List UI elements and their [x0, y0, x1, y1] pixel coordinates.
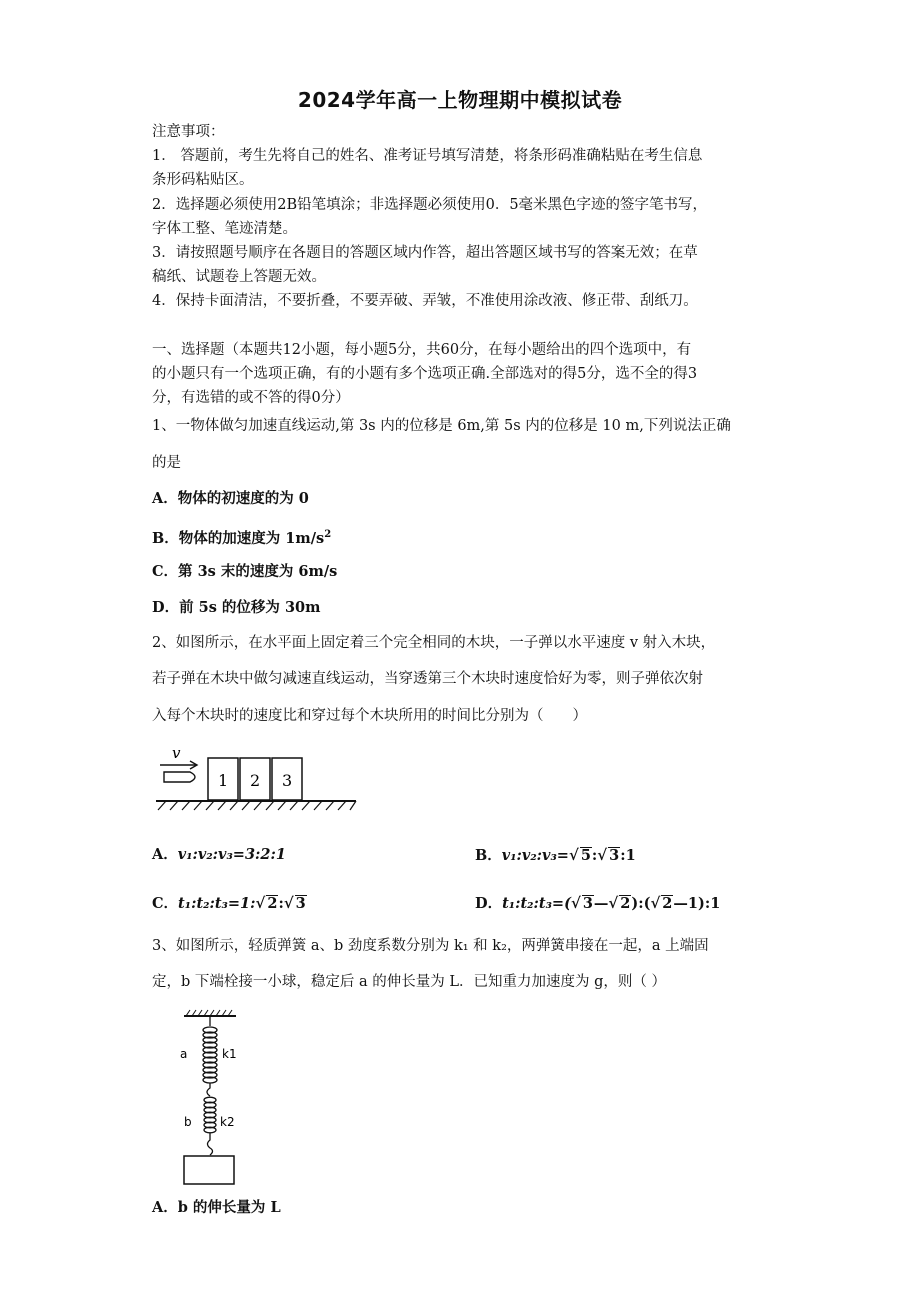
q2-option-d-radicand-3: 2: [662, 895, 673, 912]
sqrt-icon: √: [255, 894, 266, 912]
sqrt-icon: √: [650, 894, 661, 912]
q1-line-2: 的是: [152, 455, 181, 471]
q2-option-a-text: v₁:v₂:v₃=3:2:1: [177, 846, 286, 863]
q2-option-d-mid: —: [593, 895, 609, 912]
q1-option-b: [152, 525, 331, 549]
q1-option-d: D．前 5s 的位移为 30m: [152, 599, 321, 616]
q2-line-1: 2、如图所示，在水平面上固定着三个完全相同的木块，一子弹以水平速度 v 射入木块，: [152, 635, 716, 651]
ground-hatching: [158, 801, 356, 810]
q1-option-b-text: B．物体的加速度为 1m/s: [152, 529, 325, 547]
block-2-label: 2: [250, 771, 261, 790]
block-3-label: 3: [282, 771, 293, 790]
notice-line-6: 稿纸、试题卷上答题无效。: [152, 269, 326, 285]
notice-line-4: 字体工整、笔迹清楚。: [152, 221, 297, 237]
q2-line-3: 入每个木块时的速度比和穿过每个木块所用的时间比分别为（ ）: [152, 708, 587, 724]
q1-option-c: C．第 3s 末的速度为 6m/s: [152, 563, 338, 580]
notice-line-5: 3．请按照题号顺序在各题目的答题区域内作答，超出答题区域书写的答案无效；在草: [152, 245, 698, 261]
q1-line-1: 1、一物体做匀加速直线运动,第 3s 内的位移是 6m,第 5s 内的位移是 10 m,下列说法正确: [152, 418, 731, 434]
sqrt-icon: √: [568, 846, 579, 864]
sqrt-icon: √: [570, 894, 581, 912]
q2-option-b-sep: :: [591, 847, 598, 864]
section-line-1: 一、选择题（本题共12小题，每小题5分，共60分，在每小题给出的四个选项中，有: [152, 342, 692, 358]
notice-heading: 注意事项：: [152, 124, 225, 140]
exam-title: 2024学年高一上物理期中模拟试卷: [297, 88, 623, 112]
sqrt-icon: √: [597, 846, 608, 864]
q2-option-a-label: A．: [152, 846, 178, 863]
bullet-icon: [164, 772, 195, 782]
sqrt-icon: √: [608, 894, 619, 912]
spring-joint: [207, 1083, 210, 1096]
ball-block: [184, 1156, 234, 1184]
q2-option-c: [152, 893, 307, 914]
q2-option-b-radicand-1: 5: [580, 847, 591, 864]
q2-option-d-tail: —1):1: [673, 895, 721, 912]
q2-option-d-label: D．: [475, 895, 503, 912]
sqrt-icon: √: [283, 894, 294, 912]
q2-option-b-label: B．: [475, 847, 502, 864]
q2-option-d-mid2: ):(: [631, 895, 651, 912]
q2-option-c-radicand-1: 2: [267, 895, 278, 912]
q2-option-b-radicand-2: 3: [609, 847, 620, 864]
q2-option-a: [152, 845, 286, 865]
q2-option-b-lhs: v₁:v₂:v₃=: [501, 847, 569, 864]
section-line-2: 的小题只有一个选项正确，有的小题有多个选项正确.全部选对的得5分，选不全的得3: [152, 366, 698, 382]
velocity-arrow-icon: [160, 761, 197, 769]
notice-line-1: 1． 答题前，考生先将自己的姓名、准考证号填写清楚，将条形码准确粘贴在考生信息: [152, 148, 703, 164]
block-1-label: 1: [218, 771, 229, 790]
q3-option-a: A．b 的伸长量为 L: [152, 1199, 281, 1216]
q3-line-1: 3、如图所示，轻质弹簧 a、b 劲度系数分别为 k₁ 和 k₂，两弹簧串接在一起，a 上端固: [152, 938, 709, 954]
q1-option-b-exponent: 2: [324, 529, 332, 540]
q2-option-d-lhs: t₁:t₂:t₃=(: [502, 895, 571, 912]
q2-option-b: [475, 845, 636, 866]
spring-a-k1-label: k1: [222, 1047, 237, 1061]
q3-spring-figure: [170, 1008, 280, 1188]
q2-option-c-sep: :: [278, 895, 284, 912]
spring-b-k2-label: k2: [220, 1115, 235, 1129]
velocity-label: v: [172, 744, 181, 762]
spring-b-coil: [204, 1097, 216, 1133]
q1-option-a: A．物体的初速度的为 0: [152, 490, 309, 507]
q2-option-d-radicand-1: 3: [582, 895, 593, 912]
notice-line-7: 4．保持卡面清洁，不要折叠，不要弄破、弄皱，不准使用涂改液、修正带、刮纸刀。: [152, 293, 698, 309]
q2-option-d-radicand-2: 2: [620, 895, 631, 912]
spring-a-coil: [203, 1027, 217, 1083]
q2-option-b-tail: :1: [620, 847, 636, 864]
q2-option-c-label: C．: [152, 895, 179, 912]
spring-a-label: a: [180, 1047, 188, 1061]
q2-option-c-radicand-2: 3: [295, 895, 306, 912]
q2-block-figure: [152, 738, 360, 812]
notice-line-3: 2．选择题必须使用2B铅笔填涂；非选择题必须使用0．5毫米黑色字迹的签字笔书写，: [152, 197, 708, 213]
q2-option-c-lhs: t₁:t₂:t₃=1:: [178, 895, 256, 912]
spring-b-label: b: [184, 1115, 192, 1129]
notice-line-2: 条形码粘贴区。: [152, 172, 254, 188]
ball-hook: [208, 1133, 213, 1155]
q2-option-d: [475, 893, 720, 914]
q2-line-2: 若子弹在木块中做匀减速直线运动，当穿透第三个木块时速度恰好为零，则子弹依次射: [152, 671, 703, 687]
q3-line-2: 定，b 下端栓接一小球，稳定后 a 的伸长量为 L．已知重力加速度为 g，则（ ）: [152, 974, 666, 990]
section-line-3: 分，有选错的或不答的得0分）: [152, 390, 350, 406]
